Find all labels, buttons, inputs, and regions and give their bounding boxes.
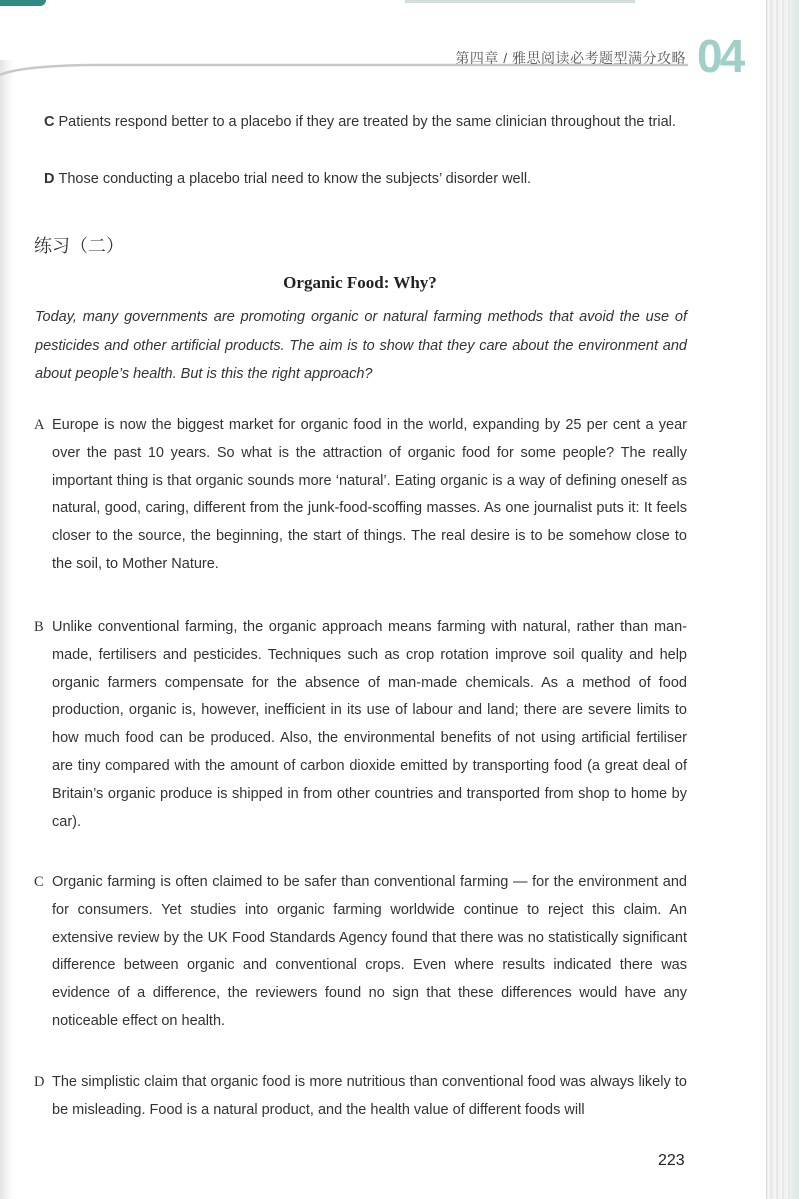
paragraph-c <box>34 869 687 1036</box>
prev-option-c <box>44 108 694 136</box>
corner-decoration <box>0 0 46 6</box>
paragraph-label: B <box>34 619 44 635</box>
next-page-edge <box>791 0 799 1199</box>
paragraph-label: C <box>34 874 44 890</box>
paragraph-text: Organic farming is often claimed to be safer than conventional farming — for the environment and for consumers. Yet studies into organic farming worldwide continue to reject this claim. An extensive review by the UK Food Standards Agency found that there was no statistically significant difference between organic and conventional crops. Even where results indicated there was evidence of a difference, the reviewers found no sign that these differences would have any noticeable effect on health. <box>52 874 687 1029</box>
page-number: 223 <box>658 1152 685 1169</box>
option-text: Patients respond better to a placebo if they are treated by the same clinician throughout the trial. <box>58 114 676 130</box>
paragraph-d <box>34 1069 687 1125</box>
prev-option-d <box>44 165 694 193</box>
option-text: Those conducting a placebo trial need to know the subjects’ disorder well. <box>58 171 532 187</box>
paragraph-b <box>34 614 687 836</box>
page-gutter-shadow <box>0 60 14 1199</box>
top-decoration-strip <box>405 0 635 3</box>
paragraph-text: Europe is now the biggest market for organic food in the world, expanding by 25 per cent a year over the past 10 years. So what is the attraction of organic food for some people? The really important thing is that organic sounds more ‘natural’. Eating organic is a way of defining oneself as natural, good, caring, different from the junk-food-scoffing masses. As one journalist puts it: It feels closer to the source, the beginning, the start of things. The real desire is to be somehow close to the soil, to Mother Nature. <box>52 417 687 572</box>
paragraph-a <box>34 412 687 579</box>
paragraph-label: D <box>34 1074 45 1090</box>
paragraph-text: The simplistic claim that organic food is more nutritious than conventional food was always likely to be misleading. Food is a natural product, and the health value of different foods will <box>52 1074 687 1118</box>
option-label: C <box>44 114 55 130</box>
running-header-title: 第四章 / 雅思阅读必考题型满分攻略 <box>455 50 686 66</box>
article-intro: Today, many governments are promoting organic or natural farming methods that avoid the use of pesticides and other artificial products. The aim is to show that they care about the environment and about people’s health. But is this the right approach? <box>35 309 687 382</box>
section-heading: 练习（二） <box>34 236 124 256</box>
option-label: D <box>44 171 55 187</box>
paragraph-label: A <box>34 417 45 433</box>
paragraph-text: Unlike conventional farming, the organic approach means farming with natural, rather than man-made, fertilisers and pesticides. Techniques such as crop rotation improve soil quality and help organic farmers compensate for the absence of man-made chemicals. As a method of food production, organic is, however, inefficient in its use of labour and land; there are severe limits to how much food can be produced. Also, the environmental benefits of not using artificial fertiliser are tiny compared with the amount of carbon dioxide emitted by transporting food (a great deal of Britain’s organic produce is shipped in from other countries and transported from shop to home by car). <box>52 619 687 830</box>
chapter-number: 04 <box>697 30 743 82</box>
article-title: Organic Food: Why? <box>283 273 437 292</box>
